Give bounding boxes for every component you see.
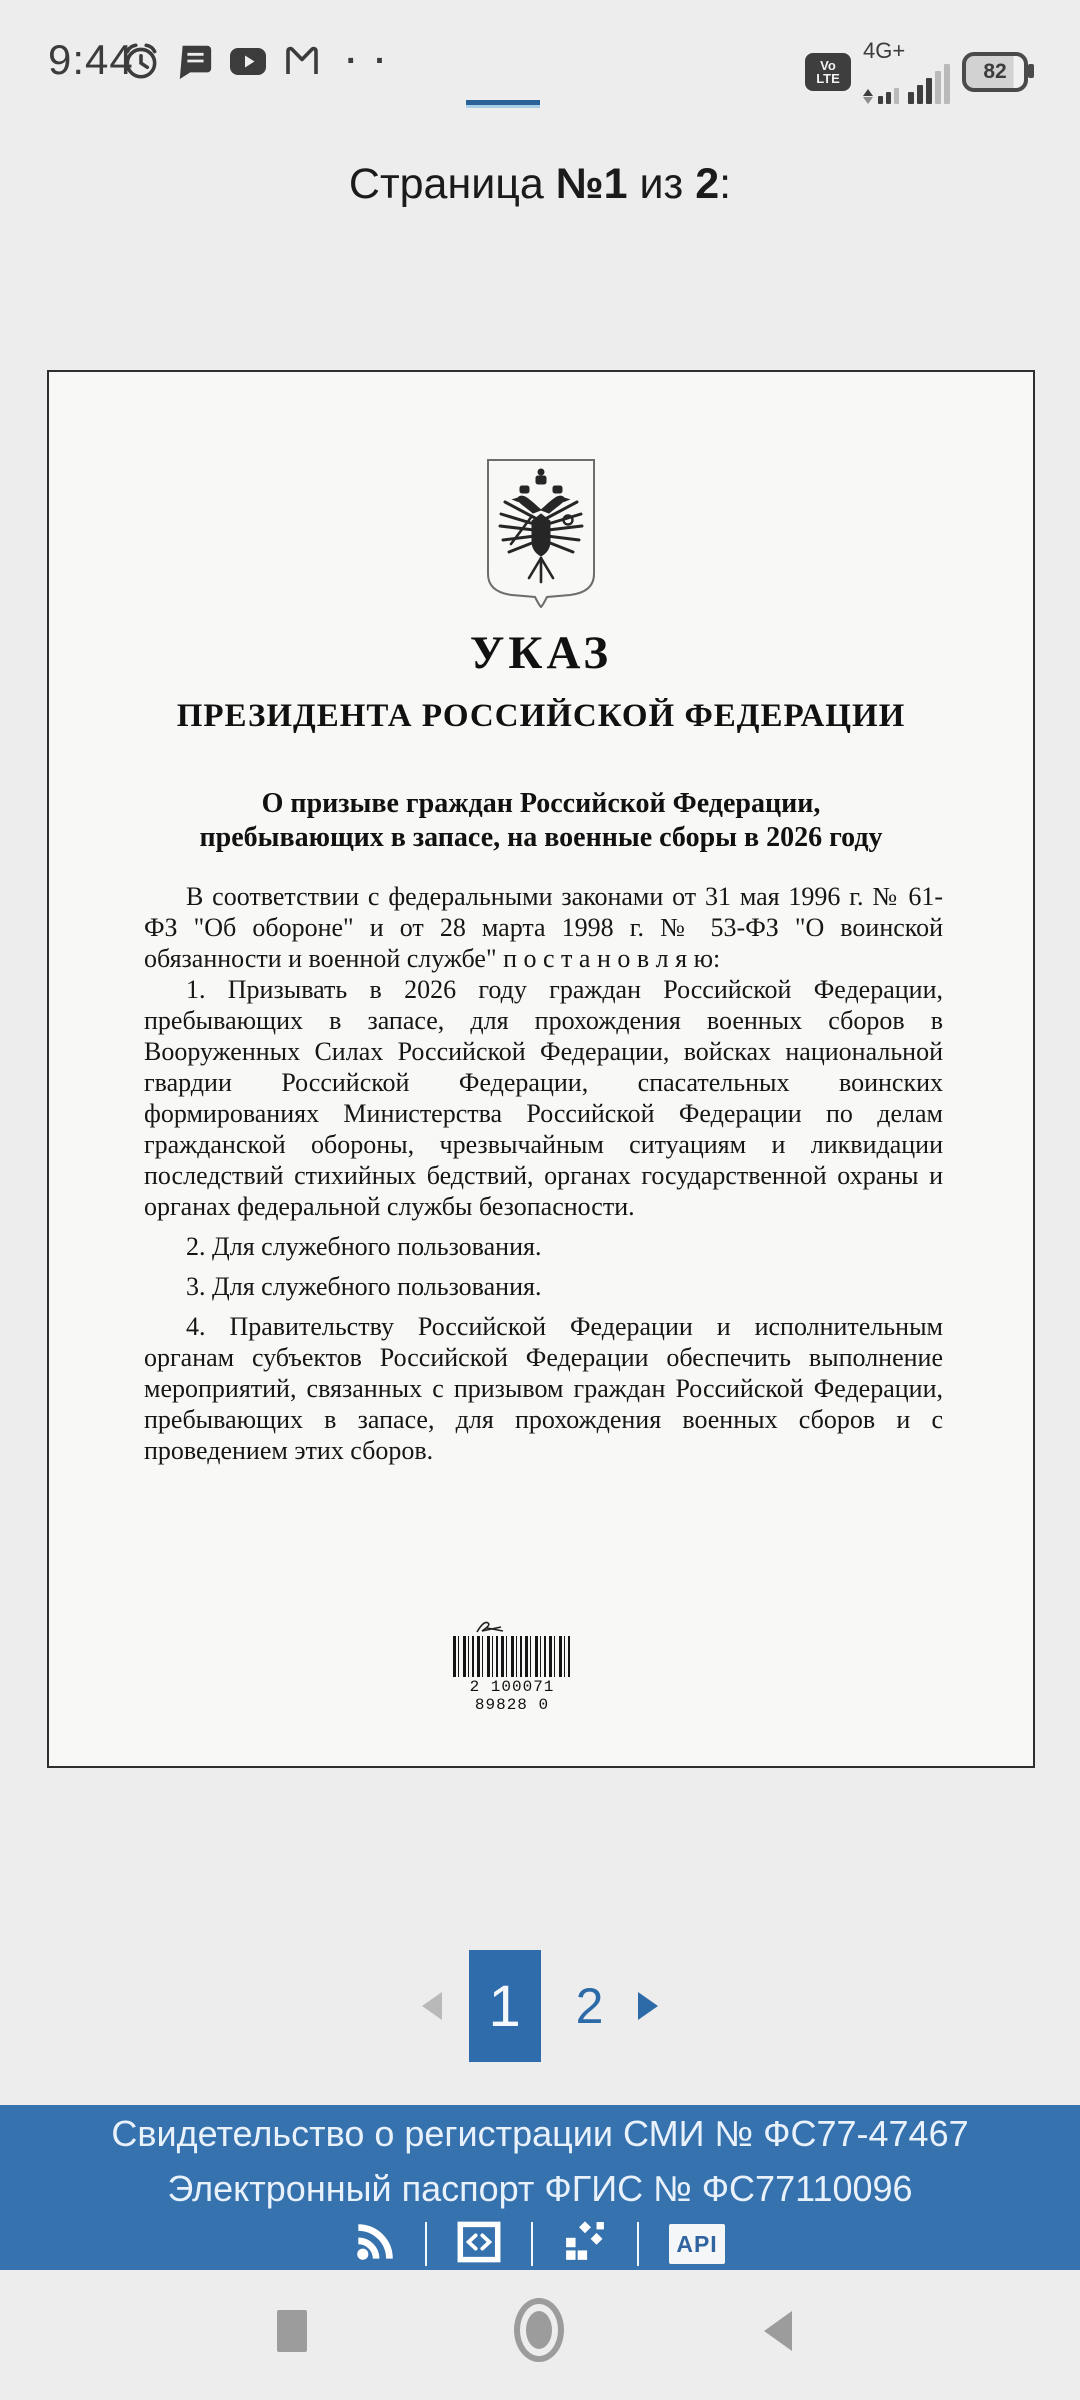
decree-document-page — [47, 370, 1035, 1768]
page-title: Страница №1 из 2: — [348, 160, 732, 208]
widgets-icon[interactable] — [563, 2221, 607, 2268]
android-nav-bar — [0, 2290, 1080, 2400]
barcode-digits: 2 100071 89828 0 — [469, 1678, 555, 1714]
paragraph: 1. Призывать в 2026 году граждан Российской Федерации, пребывающих в запасе, для прохождения военных сборов в Вооруженных Силах Российской Федерации, войсках национальной гвардии Российской Федерации, спасательных воинских формированиях Министерства Российской Федерации по делам гражданской обороны, чрезвычайным ситуациям и ликвидации последствий стихийных бедствий, органах государственной охраны и органах федеральной службы безопасности. — [144, 975, 943, 1221]
next-page-arrow-icon[interactable] — [638, 1992, 658, 2020]
document-body — [144, 881, 943, 1466]
more-notifications-indicator: · · — [346, 41, 391, 80]
clock-time: 9:44 — [48, 36, 134, 83]
messages-icon — [176, 42, 214, 80]
gmail-icon — [282, 41, 322, 81]
prev-page-arrow-icon[interactable] — [422, 1992, 442, 2020]
rss-icon[interactable] — [355, 2222, 395, 2267]
volte-icon: Vo LTE — [805, 53, 851, 91]
youtube-icon — [228, 41, 268, 81]
signal-bars-icon — [908, 64, 950, 104]
top-divider — [466, 100, 540, 108]
pagination-current-page[interactable]: 1 — [469, 1950, 541, 2062]
footer-icons-row — [0, 2222, 1080, 2266]
paragraph: 4. Правительству Российской Федерации и исполнительным органам субъектов Российской Федерации обеспечить выполнение мероприятий, связанных с призывом граждан Российской Федерации, пребывающих в запасе, для прохождения военных сборов и с проведением этих сборов. — [144, 1312, 943, 1465]
barcode-bars — [453, 1636, 571, 1677]
back-button[interactable] — [764, 2311, 792, 2351]
network-type-label: 4G+ — [863, 38, 906, 63]
battery-icon — [962, 52, 1028, 92]
paragraph: 2. Для служебного пользования. — [186, 1232, 542, 1261]
api-badge[interactable]: API — [669, 2224, 725, 2264]
signature-mark-icon — [473, 1619, 507, 1635]
footer-divider — [425, 2222, 427, 2266]
data-activity-icon — [863, 89, 873, 104]
barcode — [447, 1619, 577, 1714]
embed-code-icon[interactable] — [457, 2221, 501, 2268]
battery-percent: 82 — [983, 60, 1007, 83]
document-heading: УКАЗ — [469, 627, 613, 679]
network-signal — [863, 40, 950, 104]
document-subheading: ПРЕЗИДЕНТА РОССИЙСКОЙ ФЕДЕРАЦИИ — [176, 698, 906, 734]
alarm-icon — [120, 40, 162, 82]
paragraph: 3. Для служебного пользования. — [186, 1272, 542, 1301]
footer-passport-line: Электронный паспорт ФГИС № ФС77110096 — [167, 2168, 913, 2209]
notification-icons — [120, 40, 390, 82]
footer-registration-line: Свидетельство о регистрации СМИ № ФС77-47467 — [111, 2113, 969, 2154]
paragraph: В соответствии с федеральными законами от 31 мая 1996 г. № 61-ФЗ "Об обороне" и от 28 марта 1998 г. № 53-ФЗ "О воинской обязанности и военной службе" п о с т а н о в л я ю: — [144, 882, 943, 973]
site-footer — [0, 2105, 1080, 2270]
footer-divider — [637, 2222, 639, 2266]
pagination-page-2-link[interactable]: 2 — [575, 1978, 604, 2034]
home-button[interactable] — [514, 2298, 564, 2362]
pagination — [0, 1950, 1080, 2062]
coat-of-arms — [480, 456, 602, 608]
status-icons — [805, 40, 1028, 104]
document-title: О призыве граждан Российской Федерации, пребывающих в запасе, на военные сборы в 2026 году — [199, 788, 883, 853]
footer-divider — [531, 2222, 533, 2266]
recents-button[interactable] — [277, 2310, 307, 2352]
status-bar — [0, 0, 1080, 110]
